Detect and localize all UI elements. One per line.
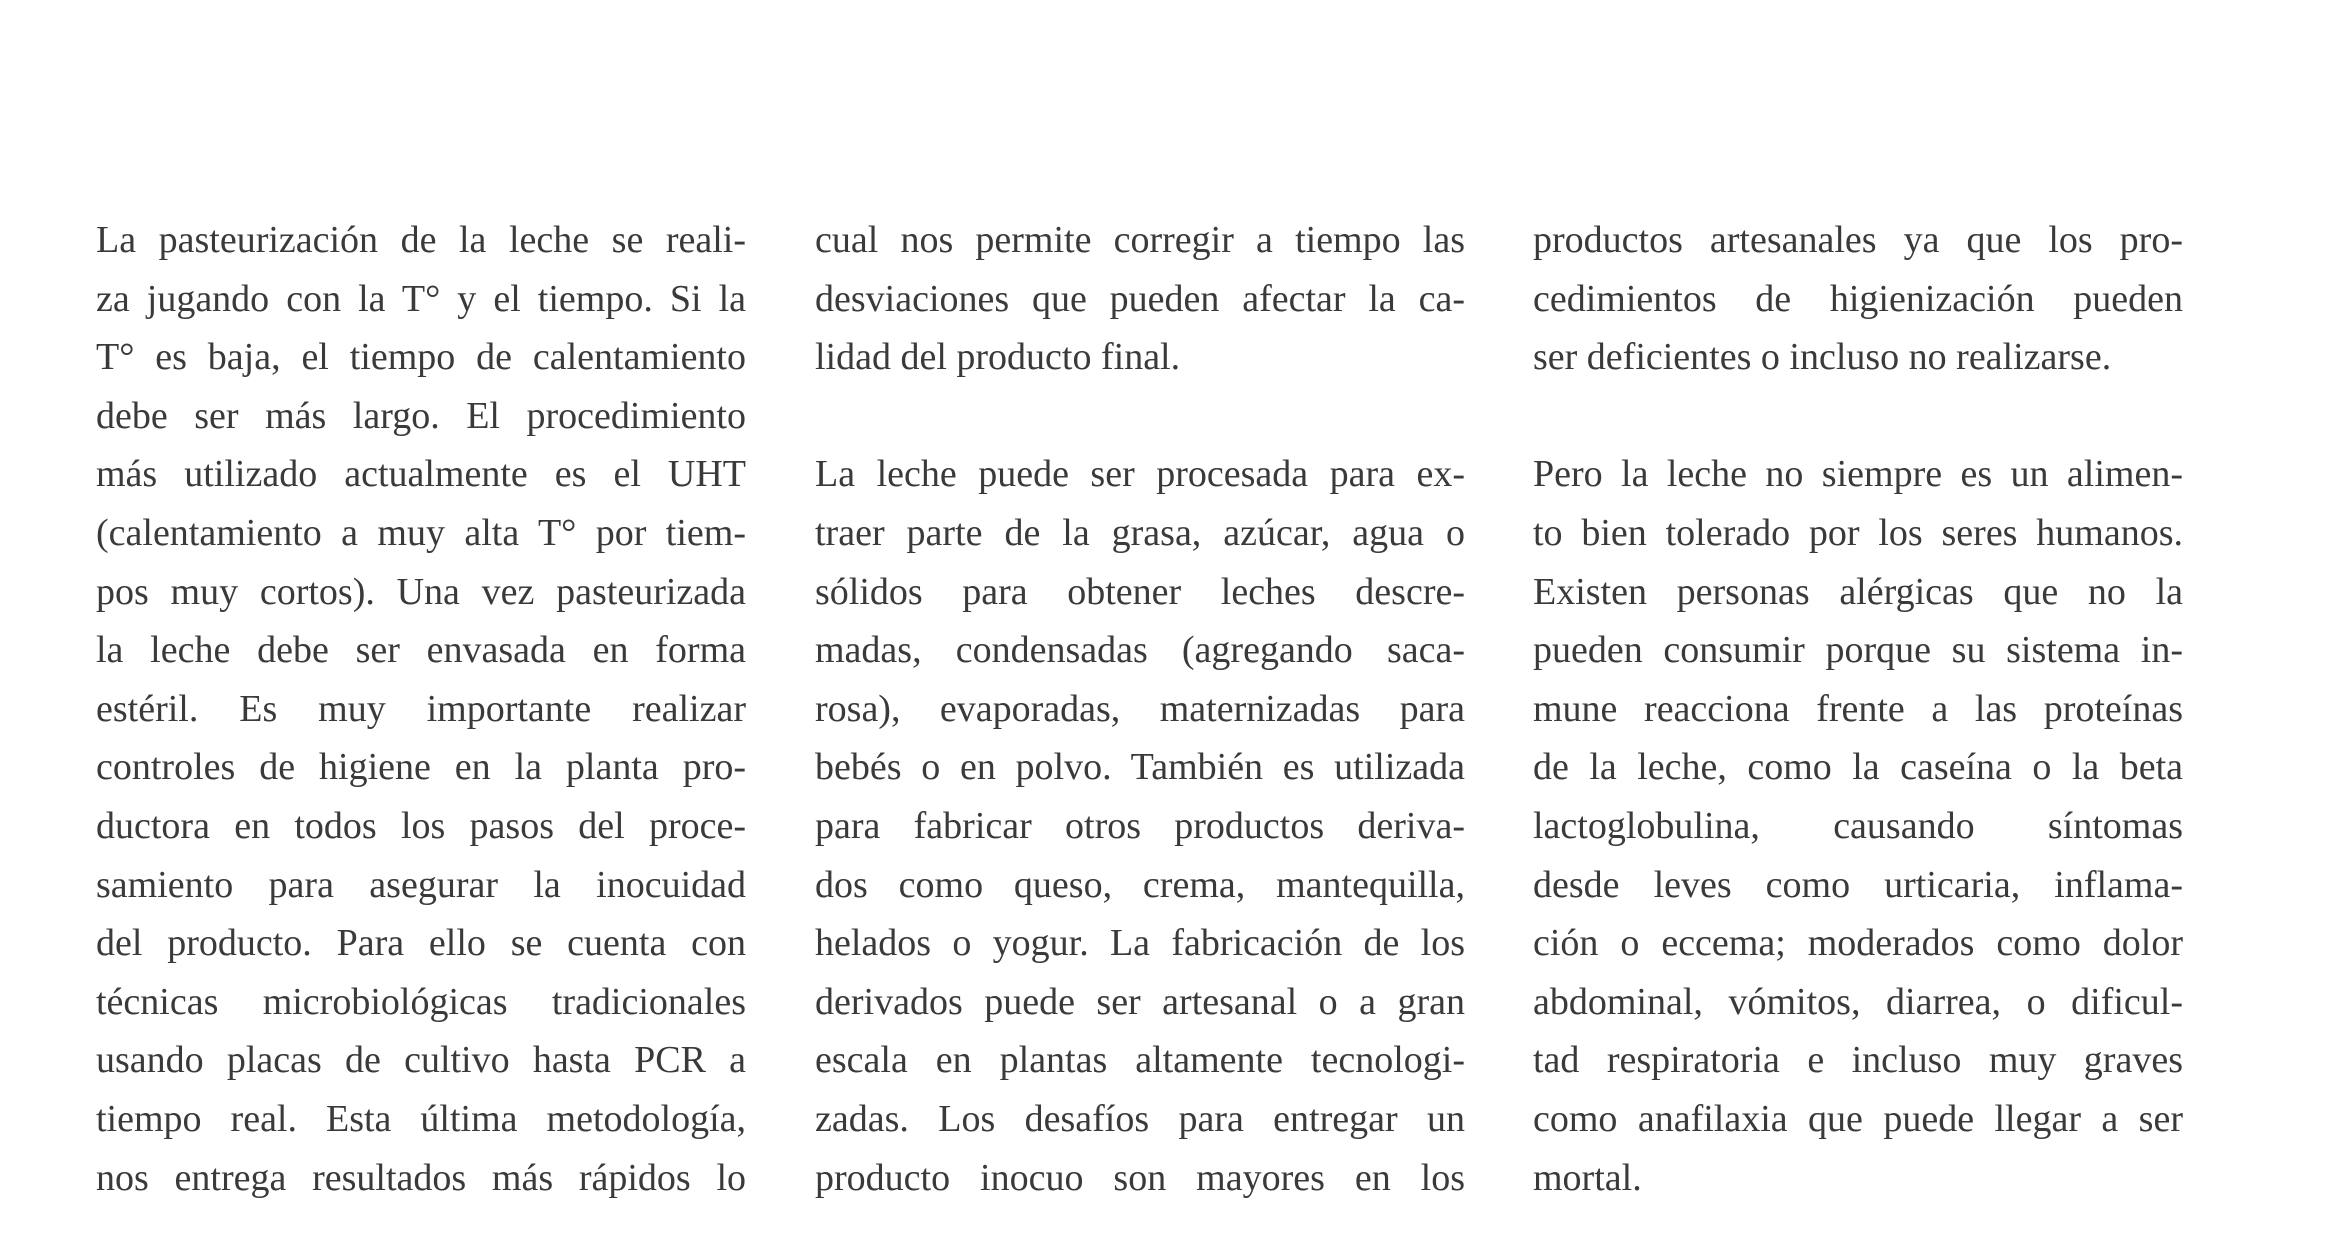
text-line: mortal. [1533, 1156, 1642, 1199]
text-line: desde leves como urticaria, inflama- [1533, 863, 2183, 906]
text-line: debe ser más largo. El procedimiento [96, 394, 746, 437]
text-line: productos artesanales ya que los pro- [1533, 219, 2183, 261]
text-line: cedimientos de higienización pueden [1533, 277, 2183, 320]
text-line: T° es baja, el tiempo de calentamiento [96, 336, 746, 379]
text-line: del producto. Para ello se cuenta con [96, 922, 746, 965]
text-line: nos entrega resultados más rápidos lo [96, 1156, 746, 1199]
text-line: bebés o en polvo. También es utilizada [815, 746, 1465, 789]
text-line: sólidos para obtener leches descre- [815, 570, 1465, 613]
text-line: za jugando con la T° y el tiempo. Si la [96, 277, 746, 320]
text-line: mune reacciona frente a las proteínas [1533, 687, 2183, 730]
paragraph-gap [815, 387, 1465, 446]
text-line: cual nos permite corregir a tiempo las [815, 219, 1465, 261]
text-line: (calentamiento a muy alta T° por tiem- [96, 511, 746, 554]
text-line: zadas. Los desafíos para entregar un [815, 1097, 1465, 1140]
text-column-1 [96, 211, 746, 1207]
paragraph-gap [1533, 387, 2183, 446]
text-line: rosa), evaporadas, maternizadas para [815, 687, 1465, 730]
text-line: producto inocuo son mayores en los [815, 1156, 1465, 1199]
text-line: más utilizado actualmente es el UHT [96, 453, 746, 496]
text-line: como anafilaxia que puede llegar a ser [1533, 1097, 2183, 1140]
text-line: abdominal, vómitos, diarrea, o dificul- [1533, 980, 2183, 1023]
text-line: desviaciones que pueden afectar la ca- [815, 277, 1465, 320]
text-line: pos muy cortos). Una vez pasteurizada [96, 570, 746, 613]
text-line: to bien tolerado por los seres humanos. [1533, 511, 2183, 554]
text-line: La pasteurización de la leche se reali- [96, 219, 746, 261]
text-line: ción o eccema; moderados como dolor [1533, 922, 2183, 965]
text-line: ser deficientes o incluso no realizarse. [1533, 336, 2112, 379]
paragraph [1533, 211, 2183, 387]
paragraph [96, 211, 746, 1207]
text-column-3 [1533, 211, 2183, 1207]
text-line: estéril. Es muy importante realizar [96, 687, 746, 730]
text-line: tiempo real. Esta última metodología, [96, 1097, 746, 1140]
text-line: usando placas de cultivo hasta PCR a [96, 1039, 746, 1082]
text-line: de la leche, como la caseína o la beta [1533, 746, 2183, 789]
text-line: ductora en todos los pasos del proce- [96, 804, 746, 847]
text-line: tad respiratoria e incluso muy graves [1533, 1039, 2183, 1082]
text-line: helados o yogur. La fabricación de los [815, 922, 1465, 965]
text-line: escala en plantas altamente tecnologi- [815, 1039, 1465, 1082]
text-line: madas, condensadas (agregando saca- [815, 629, 1465, 672]
paragraph [815, 211, 1465, 387]
text-line: dos como queso, crema, mantequilla, [815, 863, 1465, 906]
text-line: técnicas microbiológicas tradicionales [96, 980, 746, 1023]
text-line: La leche puede ser procesada para ex- [815, 453, 1465, 496]
text-line: Existen personas alérgicas que no la [1533, 570, 2183, 613]
paragraph [1533, 445, 2183, 1207]
text-line: Pero la leche no siempre es un alimen- [1533, 453, 2183, 496]
text-line: traer parte de la grasa, azúcar, agua o [815, 511, 1465, 554]
text-line: samiento para asegurar la inocuidad [96, 863, 746, 906]
text-line: controles de higiene en la planta pro- [96, 746, 746, 789]
paragraph [815, 445, 1465, 1207]
text-line: lactoglobulina, causando síntomas [1533, 804, 2183, 847]
text-column-2 [815, 211, 1465, 1207]
text-line: derivados puede ser artesanal o a gran [815, 980, 1465, 1023]
text-line: pueden consumir porque su sistema in- [1533, 629, 2183, 672]
text-line: la leche debe ser envasada en forma [96, 629, 746, 672]
text-line: para fabricar otros productos deriva- [815, 804, 1465, 847]
text-line: lidad del producto final. [815, 336, 1181, 379]
